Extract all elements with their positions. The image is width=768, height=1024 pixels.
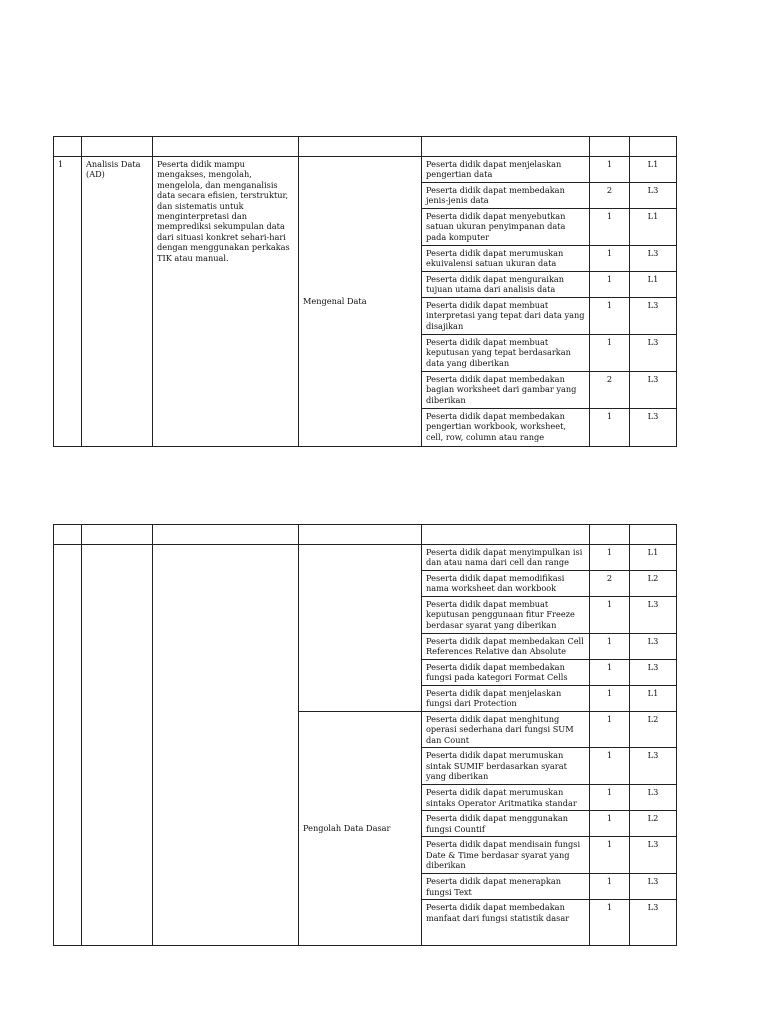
level-cell: L3 [630, 597, 677, 634]
indicator-cell: Peserta didik dapat merumuskan sintak SUMIF berdasarkan syarat yang diberikan [422, 748, 590, 785]
indicator-cell: Peserta didik dapat membedakan manfaat dari fungsi statistik dasar [422, 900, 590, 946]
row-number [54, 545, 82, 946]
count-cell: 1 [590, 712, 630, 748]
level-cell: L3 [630, 372, 677, 409]
count-cell: 1 [590, 660, 630, 686]
indicator-cell: Peserta didik dapat menguraikan tujuan utama dari analisis data [422, 272, 590, 298]
description-cell: Peserta didik mampu mengakses, mengolah, mengelola, dan menganalisis data secara efisien, terstruktur, dan sistematis untuk menginterpretasi dan memprediksi sekumpulan data dari situasi konkret sehari-hari dengan menggunakan perkakas TIK atau manual. [153, 157, 299, 447]
indicator-cell: Peserta didik dapat membuat keputusan yang tepat berdasarkan data yang diberikan [422, 335, 590, 372]
level-cell: L3 [630, 246, 677, 272]
level-cell: L3 [630, 298, 677, 335]
header-cell [590, 137, 630, 157]
count-cell: 1 [590, 335, 630, 372]
indicator-cell: Peserta didik dapat menjelaskan pengertian data [422, 157, 590, 183]
header-cell [82, 525, 153, 545]
level-cell: L3 [630, 874, 677, 900]
indicator-cell: Peserta didik dapat merumuskan sintaks Operator Aritmatika standar [422, 785, 590, 811]
header-cell [82, 137, 153, 157]
indicator-cell: Peserta didik dapat membedakan Cell References Relative dan Absolute [422, 634, 590, 660]
indicator-cell: Peserta didik dapat menyebutkan satuan ukuran penyimpanan data pada komputer [422, 209, 590, 246]
table-header-row [54, 137, 677, 157]
topic-cell: Pengolah Data Dasar [299, 712, 422, 946]
indicator-cell: Peserta didik dapat membuat keputusan penggunaan fitur Freeze berdasar syarat yang diberikan [422, 597, 590, 634]
count-cell: 1 [590, 209, 630, 246]
level-cell: L3 [630, 660, 677, 686]
header-cell [422, 137, 590, 157]
level-cell: L3 [630, 409, 677, 447]
count-cell: 1 [590, 409, 630, 447]
header-cell [299, 137, 422, 157]
count-cell: 1 [590, 900, 630, 946]
header-cell [590, 525, 630, 545]
count-cell: 1 [590, 272, 630, 298]
header-cell [54, 525, 82, 545]
competency-table-1 [53, 136, 677, 447]
count-cell: 1 [590, 246, 630, 272]
header-cell [153, 525, 299, 545]
count-cell: 1 [590, 298, 630, 335]
level-cell: L1 [630, 209, 677, 246]
indicator-cell: Peserta didik dapat menjelaskan fungsi dari Protection [422, 686, 590, 712]
indicator-cell: Peserta didik dapat membuat interpretasi yang tepat dari data yang disajikan [422, 298, 590, 335]
indicator-cell: Peserta didik dapat menyimpulkan isi dan atau nama dari cell dan range [422, 545, 590, 571]
level-cell: L3 [630, 785, 677, 811]
count-cell: 1 [590, 837, 630, 874]
header-cell [54, 137, 82, 157]
level-cell: L3 [630, 748, 677, 785]
indicator-cell: Peserta didik dapat menerapkan fungsi Text [422, 874, 590, 900]
count-cell: 1 [590, 545, 630, 571]
domain-cell: Analisis Data (AD) [82, 157, 153, 447]
header-cell [630, 137, 677, 157]
indicator-cell: Peserta didik dapat merumuskan ekuivalensi satuan ukuran data [422, 246, 590, 272]
header-cell [630, 525, 677, 545]
count-cell: 1 [590, 748, 630, 785]
indicator-cell: Peserta didik dapat menghitung operasi sederhana dari fungsi SUM dan Count [422, 712, 590, 748]
count-cell: 1 [590, 634, 630, 660]
count-cell: 1 [590, 597, 630, 634]
count-cell: 1 [590, 811, 630, 837]
level-cell: L3 [630, 900, 677, 946]
level-cell: L3 [630, 634, 677, 660]
topic-cell: Mengenal Data [299, 157, 422, 447]
indicator-cell: Peserta didik dapat menggunakan fungsi Countif [422, 811, 590, 837]
competency-table-2 [53, 524, 677, 946]
description-cell [153, 545, 299, 946]
indicator-cell: Peserta didik dapat memodifikasi nama worksheet dan workbook [422, 571, 590, 597]
level-cell: L1 [630, 272, 677, 298]
level-cell: L2 [630, 811, 677, 837]
level-cell: L2 [630, 571, 677, 597]
count-cell: 1 [590, 157, 630, 183]
level-cell: L3 [630, 837, 677, 874]
indicator-cell: Peserta didik dapat membedakan fungsi pada kategori Format Cells [422, 660, 590, 686]
table-header-row [54, 525, 677, 545]
count-cell: 1 [590, 785, 630, 811]
indicator-cell: Peserta didik dapat mendisain fungsi Date & Time berdasar syarat yang diberikan [422, 837, 590, 874]
level-cell: L2 [630, 712, 677, 748]
count-cell: 2 [590, 571, 630, 597]
header-cell [153, 137, 299, 157]
indicator-cell: Peserta didik dapat membedakan bagian worksheet dari gambar yang diberikan [422, 372, 590, 409]
header-cell [422, 525, 590, 545]
table-row [54, 545, 677, 571]
count-cell: 2 [590, 372, 630, 409]
level-cell: L1 [630, 686, 677, 712]
topic-cell [299, 545, 422, 712]
header-cell [299, 525, 422, 545]
count-cell: 1 [590, 874, 630, 900]
level-cell: L3 [630, 183, 677, 209]
count-cell: 2 [590, 183, 630, 209]
row-number: 1 [54, 157, 82, 447]
indicator-cell: Peserta didik dapat membedakan jenis-jenis data [422, 183, 590, 209]
domain-cell [82, 545, 153, 946]
level-cell: L3 [630, 335, 677, 372]
level-cell: L1 [630, 157, 677, 183]
count-cell: 1 [590, 686, 630, 712]
table-row [54, 157, 677, 183]
indicator-cell: Peserta didik dapat membedakan pengertian workbook, worksheet, cell, row, column atau range [422, 409, 590, 447]
level-cell: L1 [630, 545, 677, 571]
